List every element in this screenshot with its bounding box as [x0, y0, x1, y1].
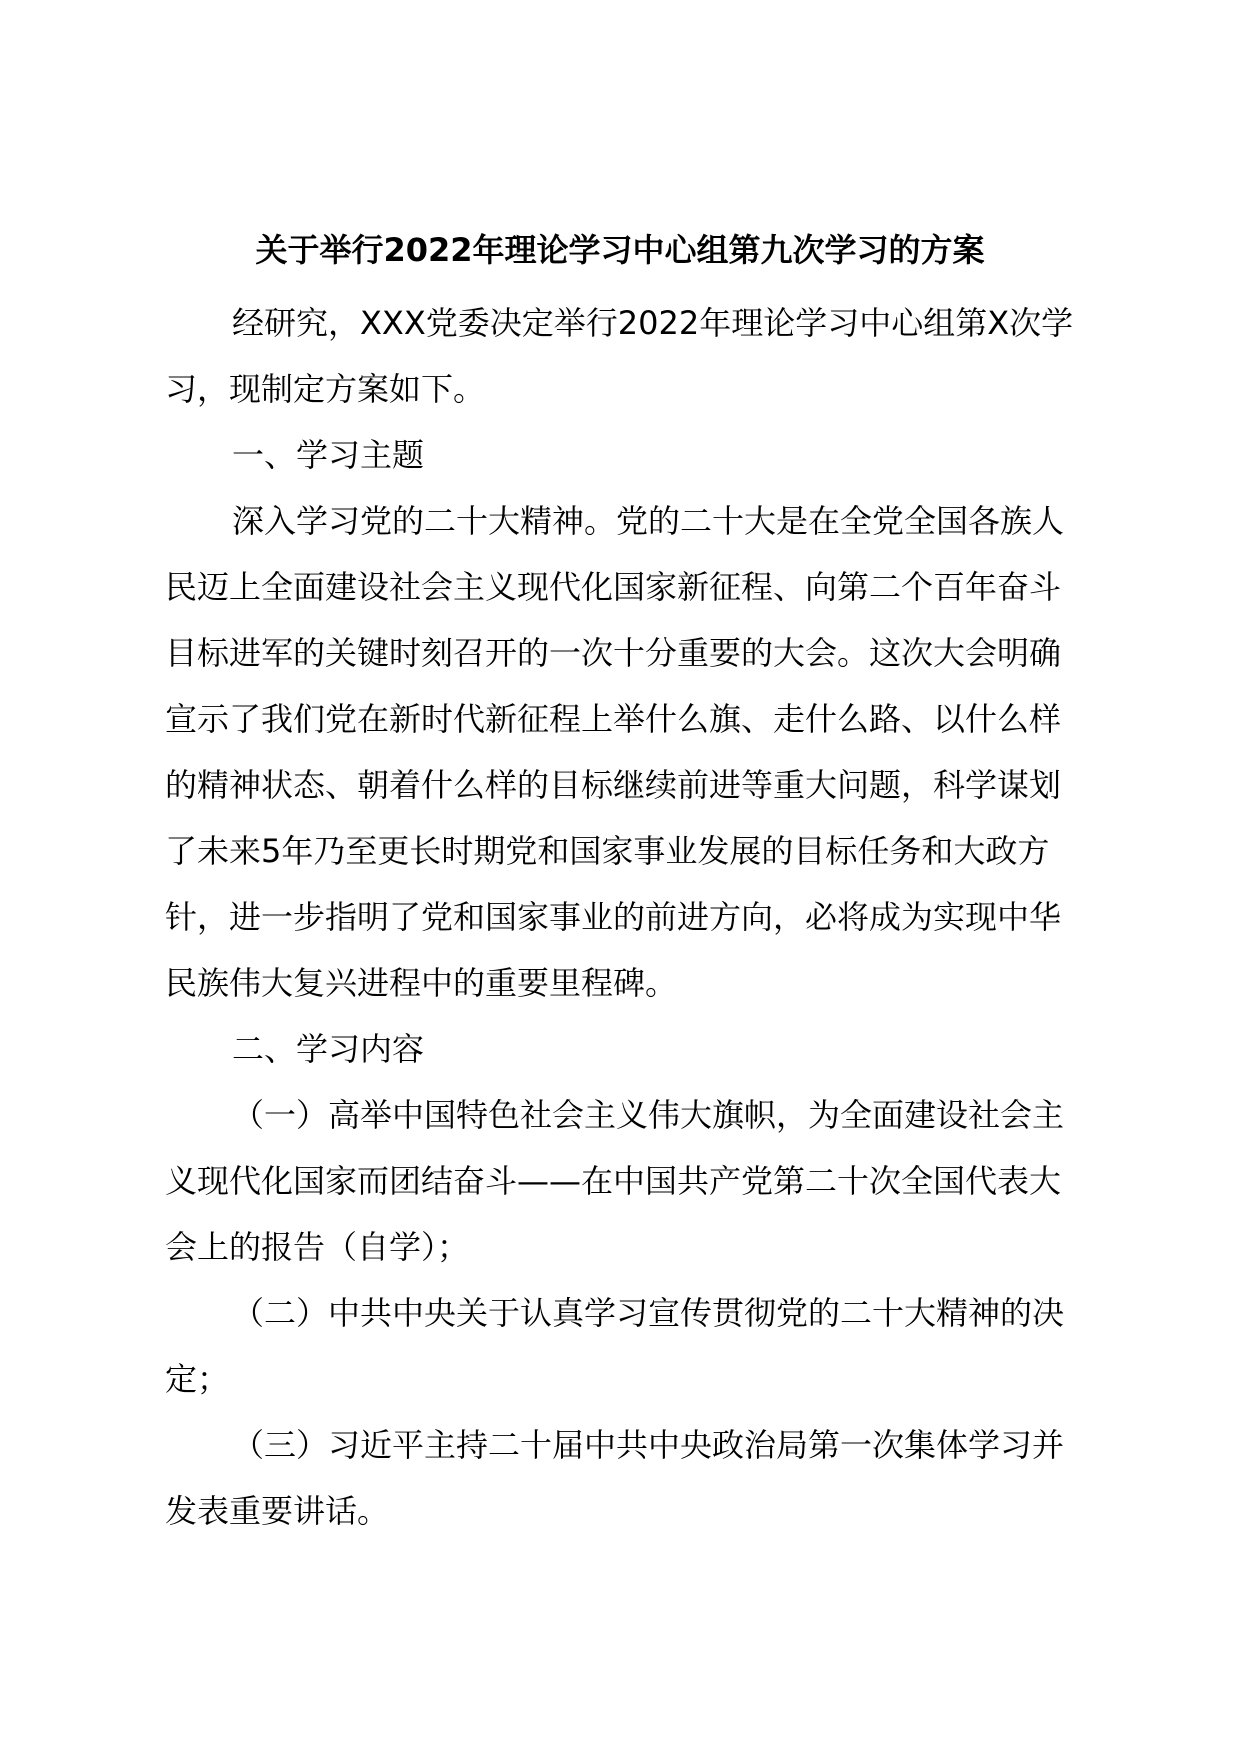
document-body [165, 290, 1085, 1544]
document-title: 关于举行2022年理论学习中心组第九次学习的方案 [255, 231, 985, 269]
section-heading-content: 二、学习内容 [232, 1030, 425, 1068]
intro-paragraph: 经研究，XXX党委决定举行2022年理论学习中心组第X次学习，现制定方案如下。 [165, 304, 1074, 408]
content-item-2: （二）中共中央关于认真学习宣传贯彻党的二十大精神的决定； [165, 1294, 1065, 1398]
content-item-3: （三）习近平主持二十届中共中央政治局第一次集体学习并发表重要讲话。 [165, 1426, 1065, 1530]
theme-paragraph: 深入学习党的二十大精神。党的二十大是在全党全国各族人民迈上全面建设社会主义现代化国家新征程、向第二个百年奋斗目标进军的关键时刻召开的一次十分重要的大会。这次大会明确宣示了我们党在新时代新征程上举什么旗、走什么路、以什么样的精神状态、朝着什么样的目标继续前进等重大问题，科学谋划了未来5年乃至更长时期党和国家事业发展的目标任务和大政方针，进一步指明了党和国家事业的前进方向，必将成为实现中华民族伟大复兴进程中的重要里程碑。 [165, 502, 1065, 1002]
content-item-1: （一）高举中国特色社会主义伟大旗帜，为全面建设社会主义现代化国家而团结奋斗——在中国共产党第二十次全国代表大会上的报告（自学）； [165, 1096, 1065, 1266]
section-heading-theme: 一、学习主题 [232, 436, 425, 474]
